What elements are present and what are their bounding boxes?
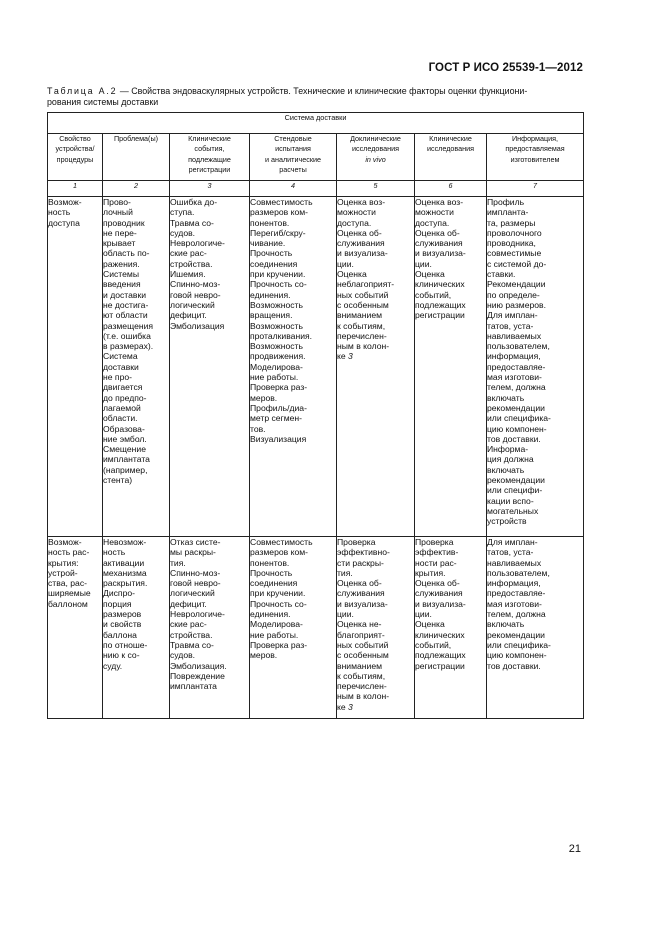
- cell-line: тия.: [170, 557, 186, 568]
- table-caption-text-1: — Свойства эндоваскулярных устройств. Технические и клинические факторы оценки функциони-: [117, 86, 528, 96]
- cell-line: благоприят-: [337, 629, 385, 640]
- column-header-line: Клинические: [188, 134, 231, 143]
- table-cell: [487, 197, 584, 537]
- cell-line: ские рас-: [170, 619, 207, 630]
- table-cell: [415, 537, 487, 719]
- cell-line: ступа.: [170, 207, 195, 218]
- cell-line: активации: [103, 557, 145, 568]
- cell-line: к событиям,: [337, 320, 386, 331]
- cell-line: Эмболизация.: [170, 660, 227, 671]
- column-header-line: Свойство: [59, 134, 91, 143]
- column-header-row: [48, 134, 584, 181]
- column-header-line: Информация,: [512, 134, 559, 143]
- cell-line: ние эмбол.: [103, 433, 147, 444]
- cell-line: рекомендации: [487, 475, 545, 486]
- column-header-line: испытания: [275, 144, 311, 154]
- cell-line: можности: [415, 207, 454, 218]
- cell-line: подлежащих: [415, 650, 466, 661]
- cell-line: Совместимость: [250, 537, 313, 547]
- cell-line: не про-: [103, 372, 132, 383]
- cell-line: (т.е. ошибка: [103, 330, 151, 341]
- column-number-1: 1: [48, 181, 103, 197]
- cell-line: Оценка: [337, 269, 367, 280]
- column-number-row: [48, 181, 584, 197]
- document-code: ГОСТ Р ИСО 25539-1—2012: [428, 62, 583, 74]
- cell-line: или специфи-: [487, 485, 543, 496]
- page-number: 21: [568, 843, 581, 855]
- table-cell: [48, 537, 103, 719]
- cell-line: ражения.: [103, 258, 140, 269]
- cell-line: служивания: [337, 588, 385, 599]
- cell-line: чивание.: [250, 238, 286, 249]
- cell-line: ция должна: [487, 454, 534, 465]
- cell-line: Моделирова-: [250, 361, 303, 372]
- column-header-line: Проблема(ы): [113, 134, 159, 143]
- cell-line: Неврологиче-: [170, 609, 225, 620]
- cell-line: и визуализа-: [415, 248, 466, 259]
- cell-line: дефицит.: [170, 598, 207, 609]
- table-caption-text-2: рования системы доставки: [47, 97, 159, 107]
- cell-line: вращения.: [250, 310, 293, 321]
- cell-line: механизма: [103, 567, 147, 578]
- cell-line: ства, рас-: [48, 578, 87, 589]
- cell-line: по определе-: [487, 289, 540, 300]
- cell-line: Возмож-: [48, 537, 82, 547]
- cell-line: логический: [170, 299, 215, 310]
- table-caption-label: Таблица А.2: [47, 86, 118, 96]
- cell-line: Диспро-: [103, 588, 135, 599]
- column-header-line: процедуры: [56, 154, 94, 164]
- column-header-line: устройства/: [55, 144, 95, 154]
- column-number-4: 4: [250, 181, 337, 197]
- column-header-line: изготовителем: [510, 154, 560, 164]
- cell-line: перечислен-: [337, 681, 387, 692]
- column-header-line: регистрации: [188, 164, 231, 174]
- cell-line: меров.: [250, 650, 278, 661]
- cell-line: мы раскры-: [170, 547, 216, 558]
- cell-line: Совместимость: [250, 197, 313, 207]
- table-cell: [170, 537, 250, 719]
- column-number-7: 7: [487, 181, 584, 197]
- cell-line: проводника,: [487, 238, 536, 249]
- column-header-6: [415, 134, 487, 181]
- cell-line: служивания: [415, 238, 463, 249]
- cell-line: доступа.: [337, 217, 372, 228]
- cell-line: навливаемых: [487, 557, 542, 568]
- cell-line: при кручении.: [250, 588, 306, 599]
- cell-line: (например,: [103, 464, 148, 475]
- cell-line: ние работы.: [250, 372, 299, 383]
- cell-line: ние работы.: [250, 629, 299, 640]
- cell-line: двигается: [103, 382, 143, 393]
- table-cell: [250, 537, 337, 719]
- cell-line: Возможность: [250, 320, 303, 331]
- delivery-system-table: [47, 112, 584, 719]
- cell-line: вниманием: [337, 660, 383, 671]
- cell-line: Прово-: [103, 197, 131, 207]
- cell-line: и визуализа-: [337, 598, 388, 609]
- cell-line: ным в колон-: [337, 341, 390, 352]
- cell-line: раскрытия.: [103, 578, 148, 589]
- cell-line: цию компонен-: [487, 650, 547, 661]
- table-cell: [48, 197, 103, 537]
- column-header-line: Клинические: [429, 134, 472, 143]
- cell-line: мая изготови-: [487, 372, 542, 383]
- cell-line: совместимые: [487, 248, 542, 259]
- cell-line: татов, уста-: [487, 320, 534, 331]
- column-header-7: [487, 134, 584, 181]
- cell-line: ские рас-: [170, 248, 207, 259]
- column-header-3: [170, 134, 250, 181]
- cell-line: Системы: [103, 269, 140, 280]
- cell-line: с системой до-: [487, 258, 547, 269]
- cell-line: суду.: [103, 660, 123, 671]
- cell-line: Прочность со-: [250, 598, 307, 609]
- cell-line: порция: [103, 598, 132, 609]
- cell-line: Неврологиче-: [170, 238, 225, 249]
- cell-line: неблагоприят-: [337, 279, 395, 290]
- cell-line: стройства.: [170, 629, 213, 640]
- cell-line: понентов.: [250, 557, 290, 568]
- cell-line: или специфика-: [487, 413, 551, 424]
- cell-line: говой невро-: [170, 289, 221, 300]
- cell-line: информация,: [487, 351, 541, 362]
- cell-line: Травма со-: [170, 639, 214, 650]
- cell-line: стройства.: [170, 258, 213, 269]
- cell-line: до предпо-: [103, 392, 147, 403]
- table-cell: [337, 537, 415, 719]
- cell-line: информация,: [487, 578, 541, 589]
- column-header-line: подлежащие: [188, 154, 231, 164]
- cell-line: Для имплан-: [487, 537, 538, 547]
- cell-line: Прочность: [250, 248, 293, 259]
- cell-line: меров.: [250, 392, 278, 403]
- cell-line: ке 3: [337, 351, 353, 362]
- cell-line: и визуализа-: [415, 598, 466, 609]
- cell-line: Для имплан-: [487, 310, 538, 321]
- cell-line: ность рас-: [48, 547, 90, 558]
- column-header-1: [48, 134, 103, 181]
- cell-line: продвижения.: [250, 351, 306, 362]
- column-header-line: Стендовые: [274, 134, 312, 143]
- cell-line: ции.: [337, 609, 354, 620]
- cell-line: ции.: [415, 258, 432, 269]
- cell-line: Моделирова-: [250, 619, 303, 630]
- cell-line: проталкивания.: [250, 330, 313, 341]
- cell-line: мая изготови-: [487, 598, 542, 609]
- cell-line: сти раскры-: [337, 557, 384, 568]
- cell-line: области.: [103, 413, 138, 424]
- cell-line: тия.: [337, 567, 353, 578]
- cell-line: ность: [103, 547, 126, 558]
- cell-line: Проверка: [337, 537, 376, 547]
- column-header-line: Доклинические: [350, 134, 401, 143]
- cell-line: доступа.: [415, 217, 450, 228]
- cell-line: доставки: [103, 361, 139, 372]
- cell-line: подлежащих: [415, 299, 466, 310]
- table-row: [48, 197, 584, 537]
- cell-line: Оценка об-: [337, 578, 382, 589]
- cell-line: не пере-: [103, 227, 137, 238]
- cell-line: устройств: [487, 516, 527, 527]
- cell-line: клинических: [415, 629, 465, 640]
- cell-line: область по-: [103, 248, 150, 259]
- cell-line: Ишемия.: [170, 269, 206, 280]
- cell-line: ции.: [415, 609, 432, 620]
- cell-line: вниманием: [337, 310, 383, 321]
- cell-line: ных событий: [337, 639, 389, 650]
- cell-line: соединения: [250, 578, 298, 589]
- table-cell: [415, 197, 487, 537]
- cell-line: служивания: [415, 588, 463, 599]
- column-header-line: и аналитические: [265, 154, 321, 164]
- cell-line: можности: [337, 207, 376, 218]
- table-cell: [487, 537, 584, 719]
- cell-line: устрой-: [48, 567, 78, 578]
- cell-line: телем, должна: [487, 609, 546, 620]
- cell-line: Перегиб/скру-: [250, 227, 306, 238]
- cell-line: или специфика-: [487, 639, 551, 650]
- cell-line: в размерах).: [103, 341, 154, 352]
- cell-line: Возмож-: [48, 197, 82, 207]
- cell-line: тов доставки.: [487, 660, 541, 671]
- column-header-line: события,: [194, 144, 225, 154]
- cell-line: имплантата: [103, 454, 150, 465]
- table-cell: [170, 197, 250, 537]
- cell-line: Эмболизация: [170, 320, 225, 331]
- cell-line: предоставляе-: [487, 361, 546, 372]
- cell-line: Возможность: [250, 299, 303, 310]
- cell-line: Спинно-моз-: [170, 279, 221, 290]
- column-number-6: 6: [415, 181, 487, 197]
- cell-line: размеров ком-: [250, 207, 309, 218]
- cell-line: нию к со-: [103, 650, 140, 661]
- table-cell: [250, 197, 337, 537]
- column-number-3: 3: [170, 181, 250, 197]
- cell-line: Оценка: [415, 619, 445, 630]
- column-number-2: 2: [103, 181, 170, 197]
- column-header-line: исследования: [426, 144, 475, 154]
- cell-line: ции.: [337, 258, 354, 269]
- cell-line: проволочного: [487, 227, 542, 238]
- cell-line: импланта-: [487, 207, 529, 218]
- cell-line: к событиям,: [337, 670, 386, 681]
- cell-line: Проверка: [415, 537, 454, 547]
- cell-line: Прочность: [250, 567, 293, 578]
- cell-line: размеров: [103, 609, 142, 620]
- cell-line: событий,: [415, 639, 452, 650]
- table-group-title: Система доставки: [48, 113, 584, 134]
- cell-line: и свойств: [103, 619, 142, 630]
- table-cell: [337, 197, 415, 537]
- cell-line: рекомендации: [487, 629, 545, 640]
- cell-line: крытия.: [415, 567, 446, 578]
- cell-line: Оценка об-: [337, 227, 382, 238]
- cell-line: Оценка: [415, 269, 445, 280]
- cell-line: навливаемых: [487, 330, 542, 341]
- table-caption: [47, 86, 583, 108]
- cell-line: Ошибка до-: [170, 197, 218, 207]
- cell-line: Прочность со-: [250, 279, 307, 290]
- cell-line: ным в колон-: [337, 691, 390, 702]
- cell-line: с особенным: [337, 650, 389, 661]
- cell-line: регистрации: [415, 310, 465, 321]
- cell-line: логический: [170, 588, 215, 599]
- cell-line: судов.: [170, 227, 196, 238]
- cell-line: клинических: [415, 279, 465, 290]
- cell-line: цию компонен-: [487, 423, 547, 434]
- cell-line: татов, уста-: [487, 547, 534, 558]
- cell-line: единения.: [250, 609, 291, 620]
- cell-line: могательных: [487, 505, 539, 516]
- cell-line: лочный: [103, 207, 133, 218]
- cell-line: эффектив-: [415, 547, 459, 558]
- cell-line: Визуализация: [250, 433, 307, 444]
- cell-line: кации вспо-: [487, 495, 534, 506]
- cell-line: размеров ком-: [250, 547, 309, 558]
- cell-line: ют области: [103, 310, 148, 321]
- column-number-5: 5: [337, 181, 415, 197]
- cell-line: Смещение: [103, 444, 146, 455]
- cell-line: Невозмож-: [103, 537, 147, 547]
- cell-line: при кручении.: [250, 269, 306, 280]
- table-row: [48, 537, 584, 719]
- cell-line: включать: [487, 619, 525, 630]
- cell-line: лагаемой: [103, 402, 141, 413]
- cell-line: стента): [103, 475, 133, 486]
- cell-line: ке 3: [337, 701, 353, 712]
- cell-line: баллоном: [48, 598, 88, 609]
- cell-line: ширяемые: [48, 588, 91, 599]
- cell-line: та, размеры: [487, 217, 536, 228]
- cell-line: ставки.: [487, 269, 516, 280]
- cell-line: по отноше-: [103, 639, 148, 650]
- cell-line: Система: [103, 351, 138, 362]
- cell-line: телем, должна: [487, 382, 546, 393]
- cell-line: Спинно-моз-: [170, 567, 221, 578]
- cell-line: размещения: [103, 320, 154, 331]
- cell-line: Рекомендации: [487, 279, 546, 290]
- cell-line: тов доставки.: [487, 433, 541, 444]
- cell-line: и визуализа-: [337, 248, 388, 259]
- cell-line: регистрации: [415, 660, 465, 671]
- cell-line: Информа-: [487, 444, 529, 455]
- cell-line: судов.: [170, 650, 196, 661]
- cell-line: соединения: [250, 258, 298, 269]
- cell-line: Отказ систе-: [170, 537, 221, 547]
- cell-line: крытия:: [48, 557, 79, 568]
- table-cell: [103, 197, 170, 537]
- cell-line: Травма со-: [170, 217, 214, 228]
- cell-line: единения.: [250, 289, 291, 300]
- cell-line: событий,: [415, 289, 452, 300]
- cell-line: нию размеров.: [487, 299, 546, 310]
- cell-line: имплантата: [170, 681, 217, 692]
- cell-line: Оценка воз-: [415, 197, 464, 207]
- cell-line: тов.: [250, 423, 266, 434]
- cell-line: с особенным: [337, 299, 389, 310]
- cell-line: предоставляе-: [487, 588, 546, 599]
- cell-line: говой невро-: [170, 578, 221, 589]
- cell-line: Оценка об-: [415, 578, 460, 589]
- cell-line: пользователем,: [487, 567, 550, 578]
- cell-line: и доставки: [103, 289, 147, 300]
- cell-line: служивания: [337, 238, 385, 249]
- cell-line: Повреждение: [170, 670, 225, 681]
- table-cell: [103, 537, 170, 719]
- column-header-4: [250, 134, 337, 181]
- cell-line: доступа: [48, 217, 80, 228]
- cell-line: метр сегмен-: [250, 413, 303, 424]
- cell-line: крывает: [103, 238, 136, 249]
- cell-line: рекомендации: [487, 402, 545, 413]
- cell-line: не достига-: [103, 299, 149, 310]
- cell-line: баллона: [103, 629, 137, 640]
- cell-line: введения: [103, 279, 141, 290]
- cell-line: Оценка не-: [337, 619, 382, 630]
- cell-line: понентов.: [250, 217, 290, 228]
- cell-line: ность: [48, 207, 71, 218]
- cell-line: ности рас-: [415, 557, 457, 568]
- cell-line: перечислен-: [337, 330, 387, 341]
- cell-line: Профиль/диа-: [250, 402, 307, 413]
- column-header-2: [103, 134, 170, 181]
- column-header-line: расчеты: [279, 164, 307, 174]
- cell-line: Образова-: [103, 423, 145, 434]
- cell-line: эффективно-: [337, 547, 390, 558]
- cell-line: Возможность: [250, 341, 303, 352]
- column-header-5: [337, 134, 415, 181]
- cell-line: проводник: [103, 217, 145, 228]
- cell-line: ных событий: [337, 289, 389, 300]
- cell-line: включать: [487, 464, 525, 475]
- cell-line: пользователем,: [487, 341, 550, 352]
- column-header-line: предоставляемая: [505, 144, 565, 154]
- cell-line: Проверка раз-: [250, 639, 308, 650]
- cell-line: Оценка об-: [415, 227, 460, 238]
- column-header-line: исследования: [351, 144, 400, 154]
- cell-line: Проверка раз-: [250, 382, 308, 393]
- cell-line: Оценка воз-: [337, 197, 386, 207]
- column-header-line: in vivo: [365, 154, 386, 164]
- cell-line: включать: [487, 392, 525, 403]
- cell-line: Профиль: [487, 197, 525, 207]
- cell-line: дефицит.: [170, 310, 207, 321]
